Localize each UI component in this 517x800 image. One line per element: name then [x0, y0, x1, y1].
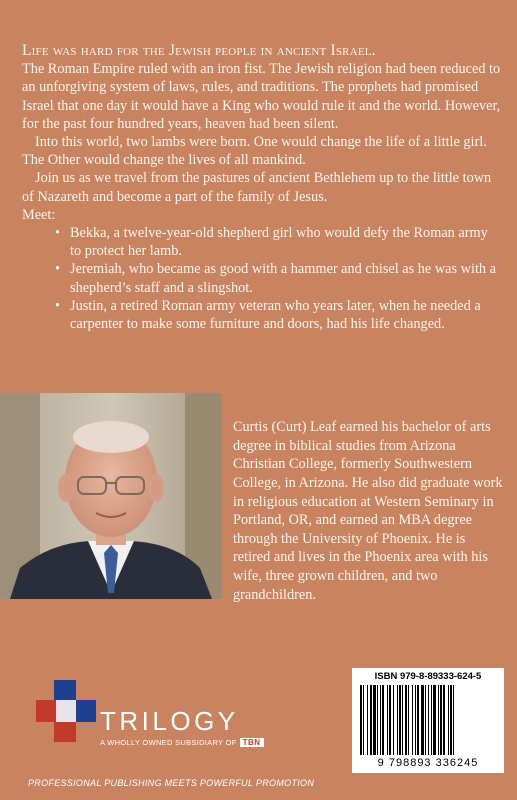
- character-item-jeremiah: • Jeremiah, who became as good with a hammer and chisel as he was with a shepherd’s staff and a slingshot.: [70, 260, 502, 296]
- isbn-number: ISBN 979-8-89333-624-5: [374, 671, 482, 682]
- isbn-barcode: [352, 668, 504, 773]
- trilogy-cross-icon: [36, 680, 98, 742]
- author-portrait-illustration: [0, 393, 222, 599]
- character-item-bekka: • Bekka, a twelve-year-old shepherd girl who would defy the Roman army to protect her lamb.: [70, 224, 502, 260]
- publisher-tagline: PROFESSIONAL PUBLISHING MEETS POWERFUL PROMOTION: [28, 778, 315, 788]
- cover-blurb: [22, 42, 502, 333]
- barcode-digits: 9 798893 336245: [377, 757, 479, 769]
- character-list: [22, 224, 502, 333]
- blurb-paragraph-1: The Roman Empire ruled with an iron fist. The Jewish religion had been reduced to an unforgiving system of laws, rules, and traditions. The prophets had promised Israel that one day it would have a King who would rule it and the world. However, for the past four hundred years, heaven had been silent.: [22, 61, 501, 132]
- blurb-paragraph-3: Join us as we travel from the pastures of ancient Bethlehem up to the little town of Nazareth and become a part of the family of Jesus.: [22, 170, 492, 205]
- author-photo: [0, 393, 222, 599]
- character-item-justin: • Justin, a retired Roman army veteran who years later, when he needed a carpenter to make some furniture and doors, had his life changed.: [70, 297, 502, 333]
- barcode-bars: [358, 685, 498, 757]
- publisher-name: TRILOGY: [100, 706, 239, 736]
- blurb-lead: Life was hard for the Jewish people in ancient Israel.: [22, 42, 376, 59]
- author-bio: Curtis (Curt) Leaf earned his bachelor of arts degree in biblical studies from Arizona Christian College, formerly Southwestern College, in Arizona. He also did graduate work in religious education at Western Seminary in Portland, OR, and earned an MBA degree through the University of Phoenix. He is retired and lives in the Phoenix area with his wife, three grown children, and two grandchildren.: [233, 419, 503, 603]
- blurb-paragraph-2: Into this world, two lambs were born. One would change the life of a little girl. The Other would change the lives of all mankind.: [22, 134, 487, 169]
- publisher-subsidiary: A WHOLLY OWNED SUBSIDIARY OF TBN: [100, 738, 264, 747]
- blurb-meet: Meet:: [22, 206, 56, 223]
- tbn-logo: TBN: [240, 738, 264, 747]
- publisher-logo: [36, 680, 336, 770]
